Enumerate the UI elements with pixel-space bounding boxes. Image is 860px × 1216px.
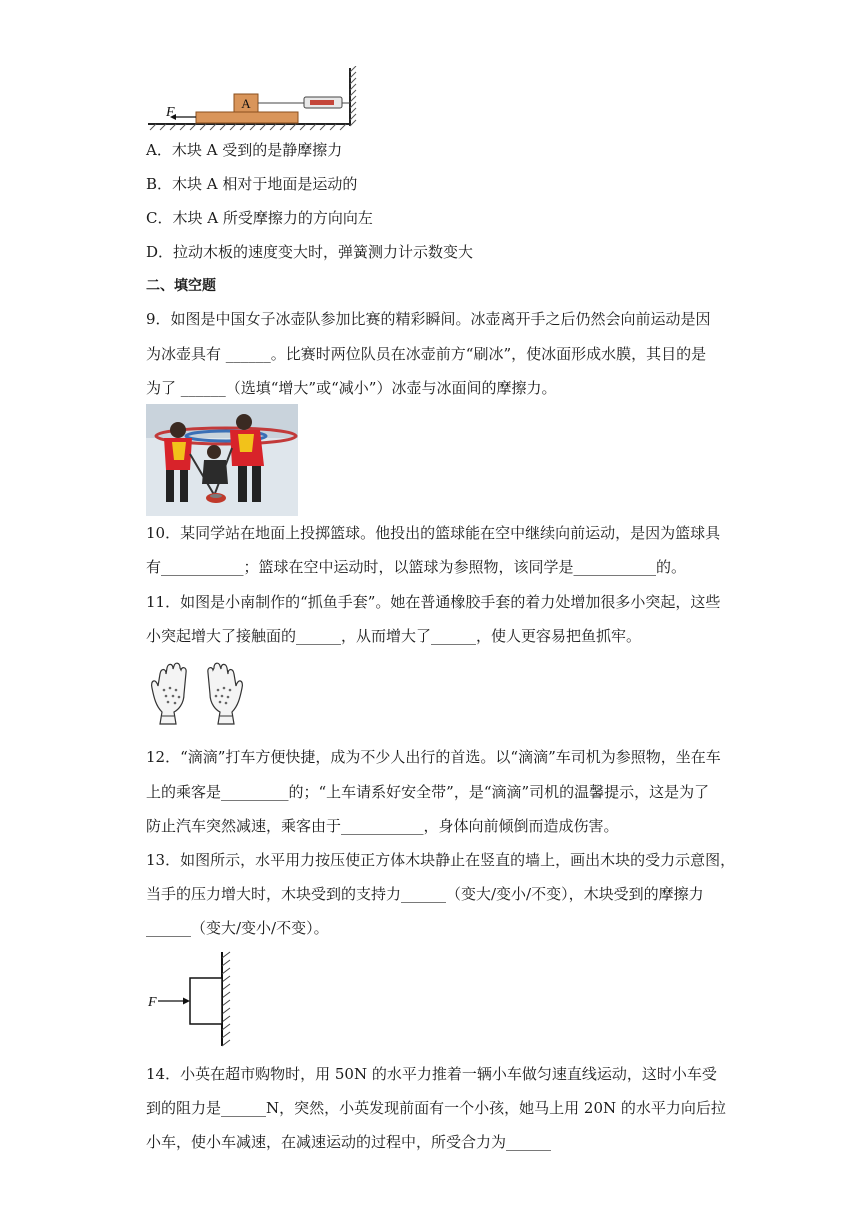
q13-line1: 13．如图所示，水平用力按压使正方体木块静止在竖直的墙上，画出木块的受力示意图， <box>146 851 736 869</box>
option-d: D．拉动木板的速度变大时，弹簧测力计示数变大 <box>146 243 474 261</box>
fishing-gloves-figure <box>146 660 248 728</box>
q13-line3: ______（变大/变小/不变）。 <box>146 919 329 937</box>
q9-line2: 为冰壶具有 ______。比赛时两位队员在冰壶前方“刷冰”，使冰面形成水膜，其目的是 <box>146 345 707 363</box>
option-c: C．木块 A 所受摩擦力的方向向左 <box>146 209 373 227</box>
q14-line2: 到的阻力是______N，突然，小英发现前面有一个小孩，她马上用 20N 的水平力向后拉 <box>146 1099 726 1117</box>
q9-line1: 9．如图是中国女子冰壶队参加比赛的精彩瞬间。冰壶离开手之后仍然会向前运动是因 <box>146 310 711 328</box>
friction-apparatus-figure <box>146 66 360 132</box>
force-label: F <box>166 105 175 120</box>
q12-line2: 上的乘客是_________的；“上车请系好安全带”，是“滴滴”司机的温馨提示，这是为了 <box>146 783 710 801</box>
q12-line1: 12．“滴滴”打车方便快捷，成为不少人出行的首选。以“滴滴”车司机为参照物，坐在车 <box>146 748 721 766</box>
curling-photo <box>146 404 298 516</box>
q11-line2: 小突起增大了接触面的______，从而增大了______，使人更容易把鱼抓牢。 <box>146 627 642 645</box>
wooden-cube <box>190 978 222 1024</box>
wall-block-figure <box>146 950 238 1050</box>
option-a: A．木块 A 受到的是静摩擦力 <box>146 141 343 159</box>
block-a-label: A <box>241 96 251 111</box>
wooden-board <box>196 112 298 123</box>
q12-line3: 防止汽车突然减速，乘客由于___________，身体向前倾倒而造成伤害。 <box>146 817 619 835</box>
section-title: 二、填空题 <box>146 278 216 294</box>
q10-line2: 有___________；篮球在空中运动时，以篮球为参照物，该同学是___________的。 <box>146 558 687 576</box>
force-label-wall: F <box>148 995 157 1010</box>
q11-line1: 11．如图是小南制作的“抓鱼手套”。她在普通橡胶手套的着力处增加很多小突起，这些 <box>146 593 721 611</box>
q9-line3: 为了 ______（选填“增大”或“减小”）冰壶与冰面间的摩擦力。 <box>146 379 557 397</box>
q10-line1: 10．某同学站在地面上投掷篮球。他投出的篮球能在空中继续向前运动，是因为篮球具 <box>146 524 721 542</box>
option-b: B．木块 A 相对于地面是运动的 <box>146 175 358 193</box>
q13-line2: 当手的压力增大时，木块受到的支持力______（变大/变小/不变），木块受到的摩擦力 <box>146 885 704 903</box>
q14-line3: 小车，使小车减速，在减速运动的过程中，所受合力为______ <box>146 1133 552 1151</box>
q14-line1: 14．小英在超市购物时，用 50N 的水平力推着一辆小车做匀速直线运动，这时小车受 <box>146 1065 717 1083</box>
